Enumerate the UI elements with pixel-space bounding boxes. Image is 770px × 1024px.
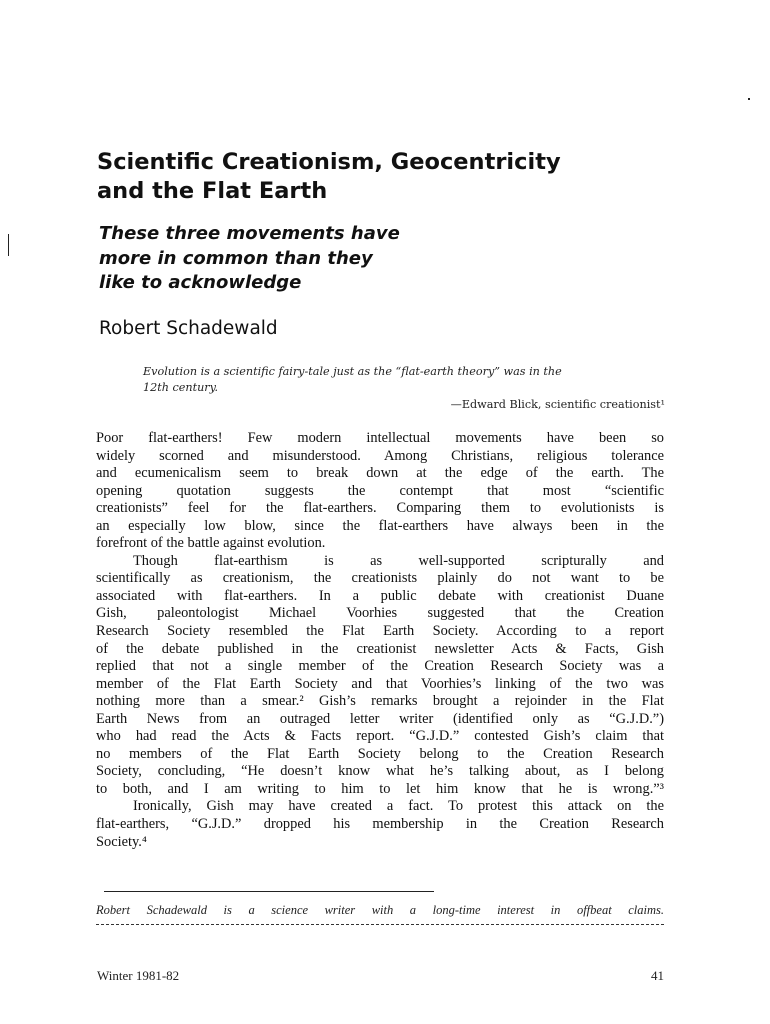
body-line: Society, concluding, “He doesn’t know what he’s talking about, as I belong (96, 763, 664, 780)
body-line: no members of the Flat Earth Society belong to the Creation Research (96, 745, 664, 762)
body-line: Gish, paleontologist Michael Voorhies suggested that the Creation (96, 605, 664, 622)
body-line: Earth News from an outraged letter writer (identified only as “G.J.D.”) (96, 710, 664, 727)
body-line: scientifically as creationism, the creationists plainly do not want to be (96, 570, 664, 587)
article-subtitle (99, 222, 499, 296)
title-line: Scientific Creationism, Geocentricity (97, 149, 561, 175)
body-line: Though flat-earthism is as well-supported scripturally and (133, 552, 664, 569)
issue-date: Winter 1981-82 (97, 968, 180, 983)
subtitle-line: like to acknowledge (99, 272, 302, 293)
epigraph-line: 12th century. (143, 381, 219, 394)
body-line: to both, and I am writing to him to let him know that he is wrong.”³ (96, 780, 664, 797)
body-line: and ecumenicalism seem to break down at the edge of the earth. The (96, 465, 664, 482)
body-line: who had read the Acts & Facts report. “G.J.D.” contested Gish’s claim that (96, 728, 664, 745)
scan-speck (748, 98, 750, 100)
title-line: and the Flat Earth (97, 178, 328, 204)
epigraph-quote (143, 364, 665, 396)
article-title (97, 148, 697, 206)
scan-mark (8, 234, 9, 256)
body-line: flat-earthers, “G.J.D.” dropped his membership in the Creation Research (96, 816, 664, 833)
body-line: of the debate published in the creationist newsletter Acts & Facts, Gish (96, 640, 664, 657)
body-line: member of the Flat Earth Society and that Voorhies’s linking of the two was (96, 675, 664, 692)
body-line: Research Society resembled the Flat Earth Society. According to a report (96, 623, 664, 640)
subtitle-line: more in common than they (99, 247, 373, 269)
body-line: widely scorned and misunderstood. Among Christians, religious tolerance (96, 447, 664, 464)
author-bio: Robert Schadewald is a science writer with a long-time interest in offbeat claims. (96, 903, 664, 917)
body-line: creationists” feel for the flat-earthers. Comparing them to evolutionists is (96, 500, 664, 517)
bio-divider-top (104, 891, 434, 892)
author-byline: Robert Schadewald (99, 318, 278, 339)
article-body (96, 430, 664, 851)
body-line: replied that not a single member of the Creation Research Society was a (96, 658, 664, 675)
body-line: associated with flat-earthers. In a public debate with creationist Duane (96, 587, 664, 604)
body-line: Poor flat-earthers! Few modern intellectual movements have been so (96, 430, 664, 446)
subtitle-line: These three movements have (99, 223, 400, 244)
epigraph-attribution: —Edward Blick, scientific creationist¹ (450, 398, 665, 411)
page-number: 41 (651, 968, 664, 983)
epigraph-line: Evolution is a scientific fairy-tale just as the “flat-earth theory” was in the (143, 365, 562, 378)
body-line: opening quotation suggests the contempt that most “scientific (96, 482, 664, 499)
body-line: forefront of the battle against evolution. (96, 535, 326, 552)
body-line: Ironically, Gish may have created a fact. To protest this attack on the (133, 798, 664, 815)
body-line: Society.⁴ (96, 833, 147, 850)
bio-divider-bottom (96, 924, 664, 925)
body-line: nothing more than a smear.² Gish’s remarks brought a rejoinder in the Flat (96, 693, 664, 710)
body-line: an especially low blow, since the flat-earthers have always been in the (96, 517, 664, 534)
